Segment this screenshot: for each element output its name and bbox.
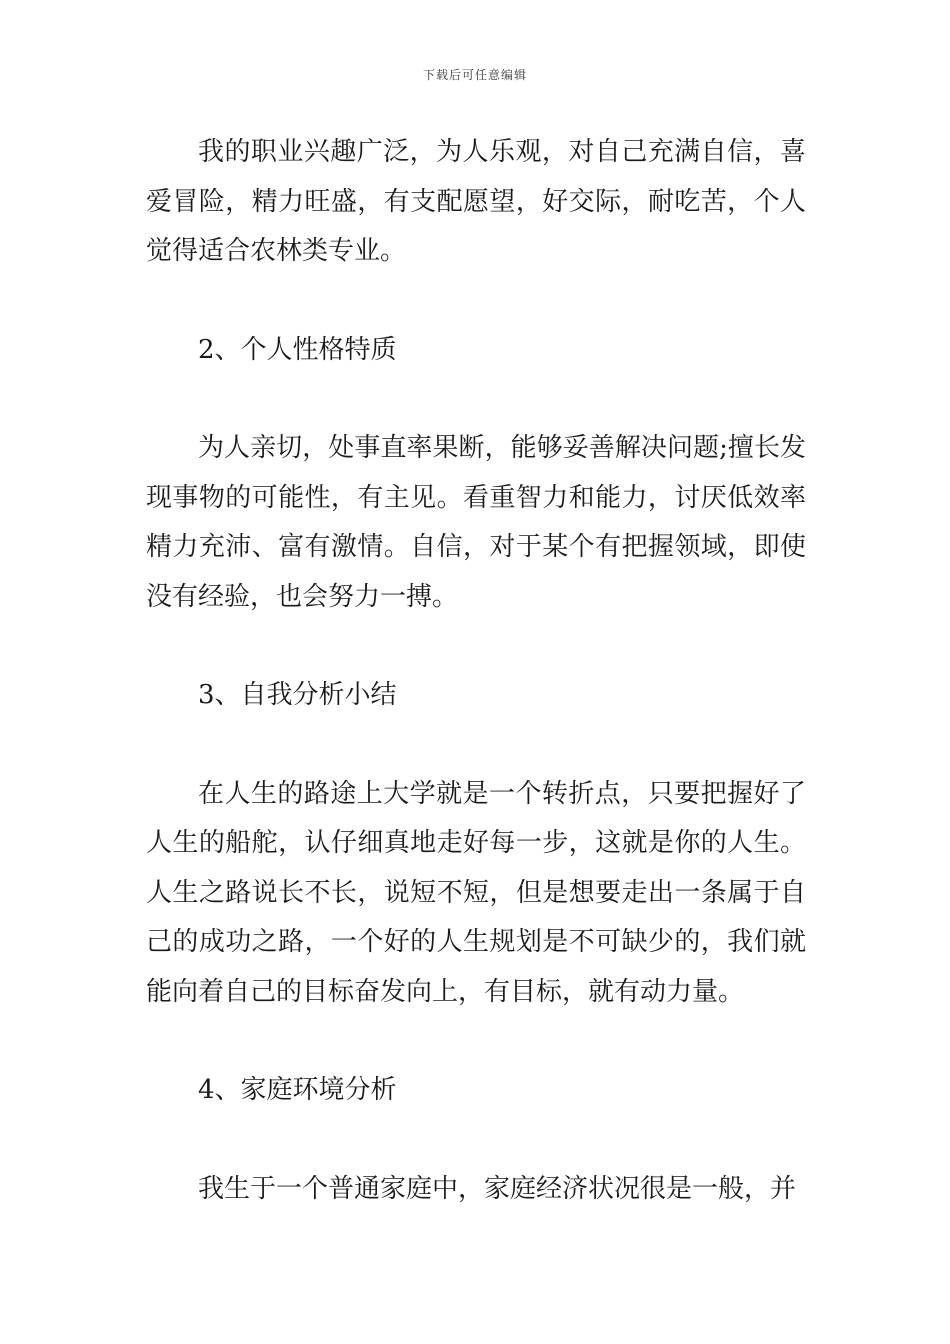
page-header-note: 下载后可任意编辑	[422, 68, 527, 82]
paragraph-career-interests: 我的职业兴趣广泛，为人乐观，对自己充满自信，喜爱冒险，精力旺盛，有支配愿望，好交际，耐吃苦，个人觉得适合农林类专业。	[146, 137, 806, 266]
paragraph-self-analysis-summary: 在人生的路途上大学就是一个转折点，只要把握好了人生的船舵，认仔细真地走好每一步，这就是你的人生。人生之路说长不长，说短不短，但是想要走出一条属于自己的成功之路，一个好的人生规划是不可缺少的，我们就能向着自己的目标奋发向上，有目标，就有动力量。	[146, 778, 806, 1007]
section-heading-personality: 2、个人性格特质	[198, 334, 397, 365]
section-heading-self-analysis: 3、自我分析小结	[198, 680, 397, 710]
section-heading-family: 4、家庭环境分析	[198, 1075, 397, 1105]
paragraph-family-environment: 我生于一个普通家庭中，家庭经济状况很是一般，并	[198, 1173, 797, 1204]
paragraph-personality-traits: 为人亲切，处事直率果断，能够妥善解决问题;擅长发现事物的可能性，有主见。看重智力和能力，讨厌低效率精力充沛、富有激情。自信，对于某个有把握领域，即使没有经验，也会努力一搏。	[146, 433, 806, 612]
document-body	[146, 128, 806, 1214]
